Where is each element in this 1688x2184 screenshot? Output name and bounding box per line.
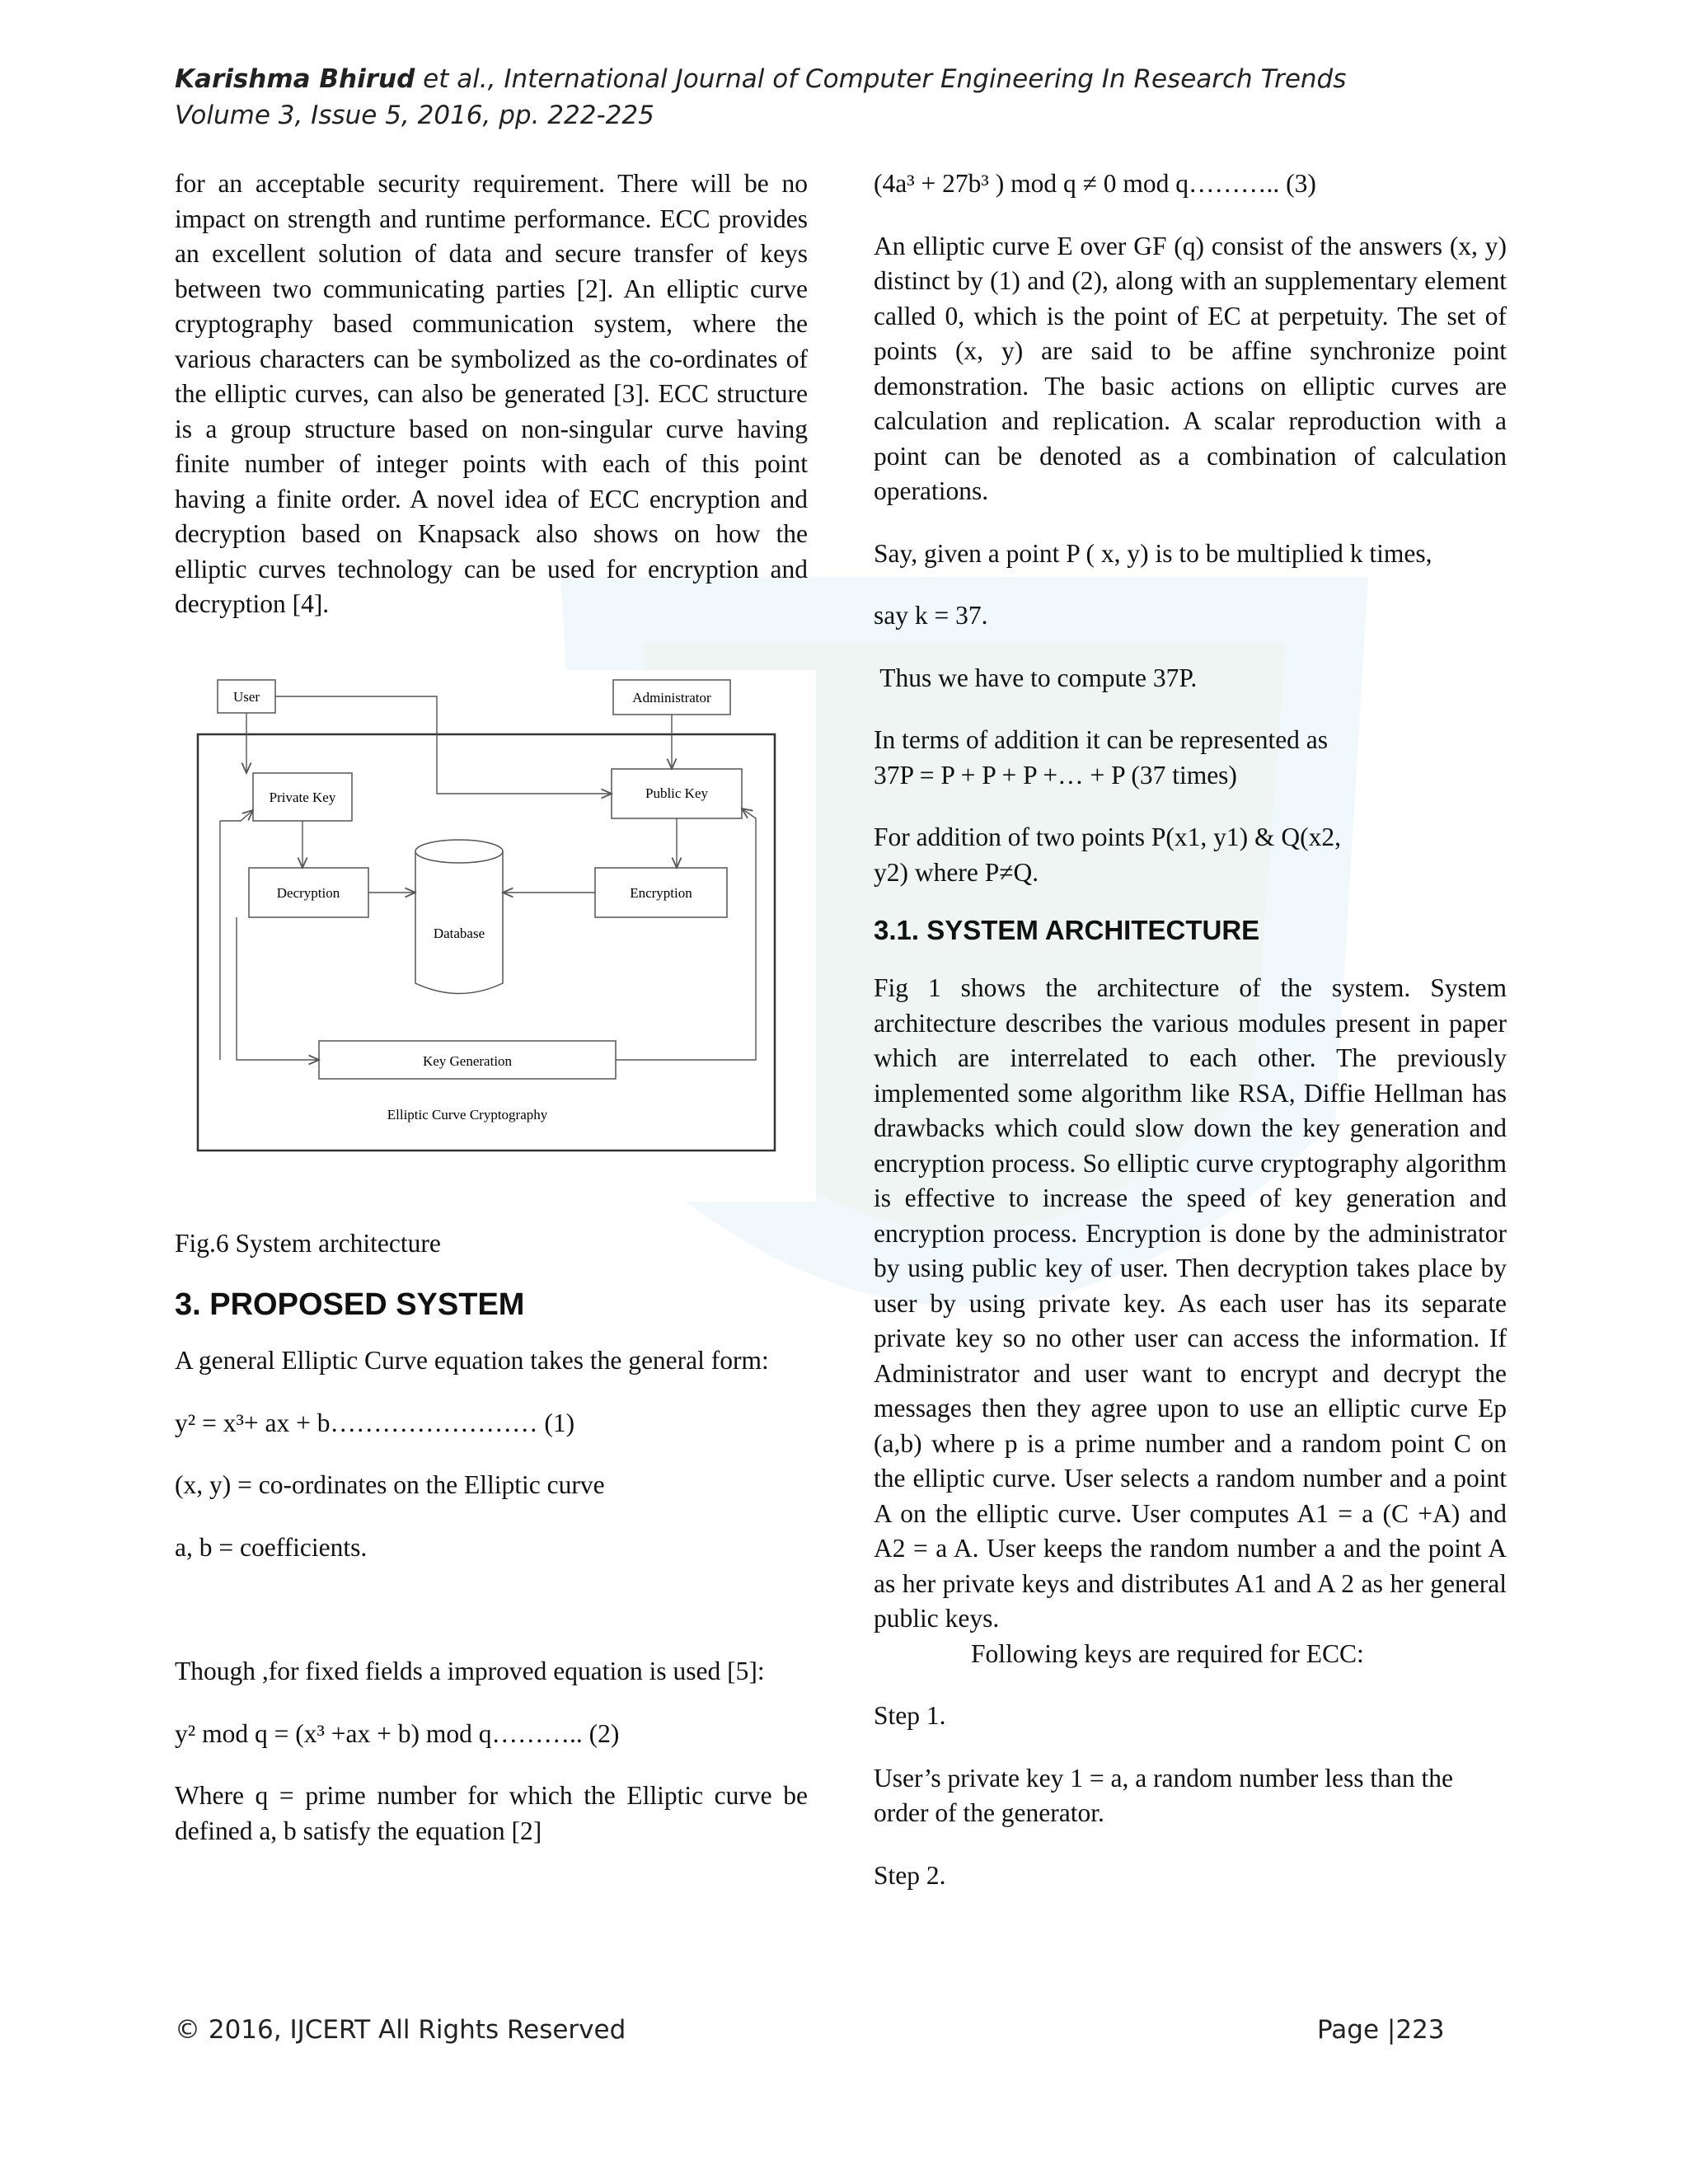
header-volume: Volume 3, Issue 5, 2016, pp. 222-225 (175, 101, 654, 130)
right-paragraph-elliptic-curve: An elliptic curve E over GF (q) consist of the answers (x, y) distinct by (1) and (2), along with an supplementary element called 0, which is the point of EC at perpetuity. The set of points (x, y) are said to be affine synchronize point demonstration. The basic actions on elliptic curves are calculation and replication. A scalar reproduction with a point can be denoted as a combination of calculation operations. (874, 231, 1507, 505)
left-paragraph-coordinates: (x, y) = co-ordinates on the Elliptic curve (175, 1470, 605, 1499)
left-paragraph-coefficients: a, b = coefficients. (175, 1532, 368, 1562)
right-paragraph-compute: Thus we have to compute 37P. (874, 663, 1198, 692)
ecc-caption-label: Elliptic Curve Cryptography (387, 1106, 548, 1122)
footer-copyright: © 2016, IJCERT All Rights Reserved (175, 2015, 626, 2045)
right-paragraph-following-keys: Following keys are required for ECC: (971, 1638, 1364, 1668)
decryption-label: Decryption (276, 884, 340, 901)
subsection-title-system-architecture: 3.1. SYSTEM ARCHITECTURE (874, 915, 1260, 945)
left-intro-paragraph: for an acceptable security requirement. There will be no impact on strength and runtime performance. ECC provides an excellent solution of data and secure transfer of keys between two communicating parties [2]. An elliptic curve cryptography based communication system, where the various characters can be symbolized as the co-ordinates of the elliptic curves, can also be generated [3]. ECC structure is a group structure based on non-singular curve having finite number of integer points with each of this point having a finite order. A novel idea of ECC encryption and decryption based on Knapsack also shows on how the elliptic curves technology can be used for encryption and decryption [4]. (175, 169, 808, 618)
right-paragraph-two-points-b: y2) where P≠Q. (874, 857, 1039, 887)
public-key-label: Public Key (645, 785, 709, 801)
user-label: User (232, 688, 260, 705)
right-column (874, 166, 1507, 1893)
key-generation-label: Key Generation (422, 1052, 513, 1069)
left-column (175, 166, 808, 1849)
footer-page-number: Page |223 (1317, 2015, 1445, 2045)
left-paragraph-fixed-fields: Though ,for fixed fields a improved equation is used [5]: (175, 1657, 765, 1685)
right-paragraph-private-key: User’s private key 1 = a, a random number less than the order of the generator. (874, 1763, 1453, 1827)
right-equation-37p: 37P = P + P + P +… + P (37 times) (874, 760, 1237, 790)
right-paragraph-k: say k = 37. (874, 601, 988, 630)
right-paragraph-two-points-a: For addition of two points P(x1, y1) & Q(x2, (874, 823, 1341, 851)
header-etal: et al., (415, 64, 496, 94)
section-title-proposed-system: 3. PROPOSED SYSTEM (175, 1287, 525, 1322)
equation-2: y² mod q = (x³ +ax + b) mod q……….. (2) (175, 1718, 620, 1748)
left-paragraph-general-form: A general Elliptic Curve equation takes the general form: (175, 1346, 769, 1375)
header-journal: International Journal of Computer Engineering In Research Trends (495, 64, 1347, 94)
step-1-label: Step 1. (874, 1701, 946, 1730)
right-paragraph-addition: In terms of addition it can be represented as (874, 725, 1329, 754)
right-paragraph-architecture: Fig 1 shows the architecture of the system. System architecture describes the various modules present in paper which are interrelated to each other. The previously implemented some algorithm like RSA, Diffie Hellman has drawbacks which could slow down the key generation and encryption process. So elliptic curve cryptography algorithm is effective to increase the speed of key generation and encryption process. Encryption is done by the administrator by using public key of user. Then decryption takes place by user by using private key. As each user has its separate private key so no other user can access the information. If Administrator and user want to encrypt and decrypt the messages then they agree upon to use an elliptic curve Ep (a,b) where p is a prime number and a random point C on the elliptic curve. User selects a random number and a point A on the elliptic curve. User computes A1 = a (C +A) and A2 = a A. User keeps the random number a and the point A as her private keys and distributes A1 and A 2 as her general public keys. (874, 973, 1507, 1633)
architecture-diagram (175, 670, 816, 1202)
administrator-label: Administrator (632, 689, 711, 705)
right-paragraph-given-point: Say, given a point P ( x, y) is to be multiplied k times, (874, 538, 1432, 568)
header-author: Karishma Bhirud (175, 64, 415, 94)
step-2-label: Step 2. (874, 1860, 946, 1890)
equation-3: (4a³ + 27b³ ) mod q ≠ 0 mod q……….. (3) (874, 169, 1316, 198)
running-header (175, 61, 1346, 134)
private-key-label: Private Key (269, 789, 336, 805)
figure-caption: Fig.6 System architecture (175, 1228, 441, 1258)
equation-1: y² = x³+ ax + b…………………… (1) (175, 1408, 575, 1437)
encryption-label: Encryption (630, 884, 692, 901)
left-paragraph-prime: Where q = prime number for which the Elliptic curve be defined a, b satisfy the equation [2] (175, 1781, 808, 1845)
database-label: Database (433, 925, 485, 941)
system-architecture-figure (175, 670, 816, 1202)
database-cylinder (415, 840, 503, 994)
